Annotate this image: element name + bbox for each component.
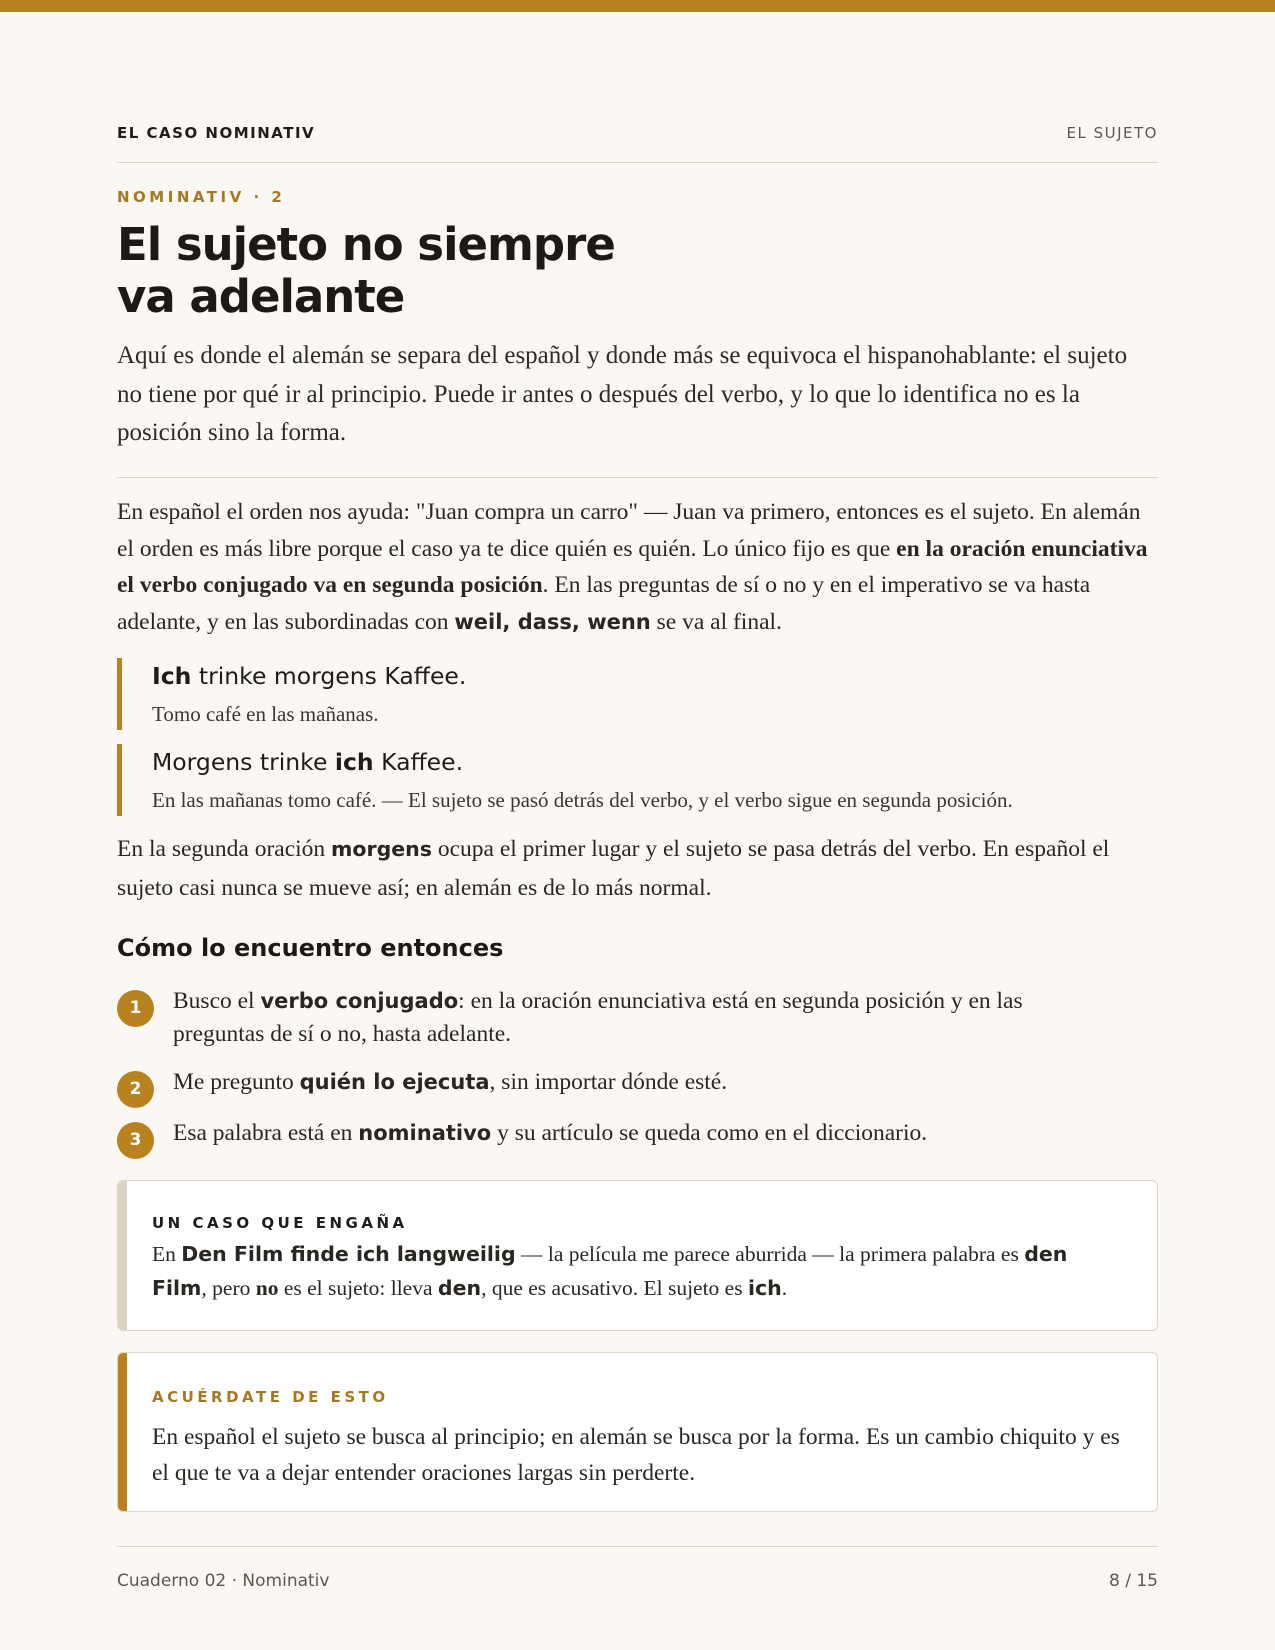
callout-trap bbox=[117, 1180, 1158, 1331]
example-translation: En las mañanas tomo café. — El sujeto se pasó detrás del verbo, y el verbo sigue en segunda posición. bbox=[152, 788, 1013, 812]
callout-emphasis: no bbox=[255, 1276, 279, 1300]
running-header bbox=[117, 124, 1158, 163]
german-word: morgens bbox=[331, 837, 432, 861]
divider bbox=[117, 477, 1158, 478]
german-phrase: den Film bbox=[152, 1242, 1068, 1300]
top-accent-bar bbox=[0, 0, 1275, 12]
section-kicker: NOMINATIV · 2 bbox=[117, 188, 286, 206]
body-text: . En las preguntas de sí o no y en el imperativo se va hasta adelante, y en las subordinadas con bbox=[117, 572, 1091, 635]
body-paragraph-explanation bbox=[117, 830, 1158, 908]
callout-accent-bar bbox=[118, 1181, 127, 1330]
callout-text-part: En bbox=[152, 1242, 182, 1266]
body-text: En español el orden nos ayuda: "Juan compra un carro" — Juan va primero, entonces es el sujeto. En alemán el orden es más libre porque el caso ya te dice quién es quién. Lo único fijo es que bbox=[117, 499, 1141, 562]
example-german bbox=[152, 662, 466, 690]
step-text-part: Busco el bbox=[173, 988, 261, 1014]
running-header-chapter: EL CASO NOMINATIV bbox=[117, 124, 316, 142]
page-footer bbox=[117, 1546, 1158, 1607]
callout-text-part: — la película me parece aburrida — la primera palabra es bbox=[515, 1242, 1025, 1266]
german-phrase: den bbox=[437, 1276, 482, 1300]
example-german-text: Morgens trinke bbox=[152, 748, 335, 776]
body-paragraph-word-order bbox=[117, 494, 1158, 640]
callout-text bbox=[152, 1237, 1127, 1305]
step-text-part: y su artículo se queda como en el diccionario. bbox=[491, 1120, 928, 1146]
example-german-text: Kaffee. bbox=[373, 748, 464, 776]
example-german-text: trinke morgens Kaffee. bbox=[191, 662, 467, 690]
callout-text-part: , pero bbox=[201, 1276, 256, 1300]
lead-paragraph: Aquí es donde el alemán se separa del español y donde más se equivoca el hispanohablante: el sujeto no tiene por qué ir al principio. Puede ir antes o después del verbo, y lo que lo identifica no es la posición sino la forma. bbox=[117, 342, 1128, 446]
callout-label: UN CASO QUE ENGAÑA bbox=[152, 1214, 408, 1232]
callout-label: ACUÉRDATE DE ESTO bbox=[152, 1388, 389, 1406]
page-title-line2: va adelante bbox=[117, 270, 405, 323]
step-text-part: Me pregunto bbox=[173, 1069, 300, 1095]
body-text: se va al final. bbox=[650, 608, 782, 635]
body-emphasis: en la oración enunciativa el verbo conjugado va en segunda posición bbox=[117, 535, 1148, 598]
step-text-part: : en la oración enunciativa está en segunda posición y en las preguntas de sí o no, hasta adelante. bbox=[173, 988, 1023, 1047]
body-text: En la segunda oración bbox=[117, 836, 332, 862]
callout-text-part: . bbox=[781, 1276, 788, 1300]
example-sentence-1 bbox=[117, 658, 1158, 730]
german-phrase: Den Film finde ich langweilig bbox=[181, 1242, 516, 1266]
step-text bbox=[173, 1117, 1073, 1150]
example-subject: Ich bbox=[152, 662, 192, 690]
example-german bbox=[152, 748, 463, 776]
running-header-topic: EL SUJETO bbox=[1066, 124, 1158, 142]
example-translation: Tomo café en las mañanas. bbox=[152, 702, 379, 726]
section-heading: Cómo lo encuentro entonces bbox=[117, 934, 504, 962]
callout-accent-bar bbox=[118, 1353, 127, 1511]
step-number-badge: 2 bbox=[117, 1071, 154, 1108]
callout-text-part: , que es acusativo. El sujeto es bbox=[481, 1276, 748, 1300]
page-title bbox=[117, 219, 817, 323]
body-text: ocupa el primer lugar y el sujeto se pasa detrás del verbo. En español el sujeto casi nunca se mueve así; en alemán es de lo más normal. bbox=[117, 836, 1110, 901]
callout-remember bbox=[117, 1352, 1158, 1512]
step-text bbox=[173, 985, 1073, 1051]
german-conjunctions: weil, dass, wenn bbox=[454, 609, 651, 634]
page-number: 8 / 15 bbox=[1109, 1571, 1158, 1591]
example-sentence-2 bbox=[117, 744, 1158, 816]
step-text bbox=[173, 1066, 1073, 1099]
step-emphasis: quién lo ejecuta bbox=[299, 1070, 490, 1094]
step-number-badge: 3 bbox=[117, 1122, 154, 1159]
footer-notebook: Cuaderno 02 · Nominativ bbox=[117, 1571, 330, 1591]
step-emphasis: nominativo bbox=[358, 1121, 492, 1145]
step-text-part: , sin importar dónde esté. bbox=[489, 1069, 728, 1095]
page-title-line1: El sujeto no siempre bbox=[117, 218, 615, 271]
step-number-badge: 1 bbox=[117, 990, 154, 1027]
german-phrase: ich bbox=[747, 1276, 782, 1300]
step-emphasis: verbo conjugado bbox=[260, 989, 459, 1013]
example-subject: ich bbox=[334, 748, 374, 776]
callout-text: En español el sujeto se busca al principio; en alemán se busca por la forma. Es un cambio chiquito y es el que te va a dejar entender oraciones largas sin perderte. bbox=[152, 1424, 1120, 1486]
callout-text-part: es el sujeto: lleva bbox=[278, 1276, 438, 1300]
step-text-part: Esa palabra está en bbox=[173, 1120, 359, 1146]
